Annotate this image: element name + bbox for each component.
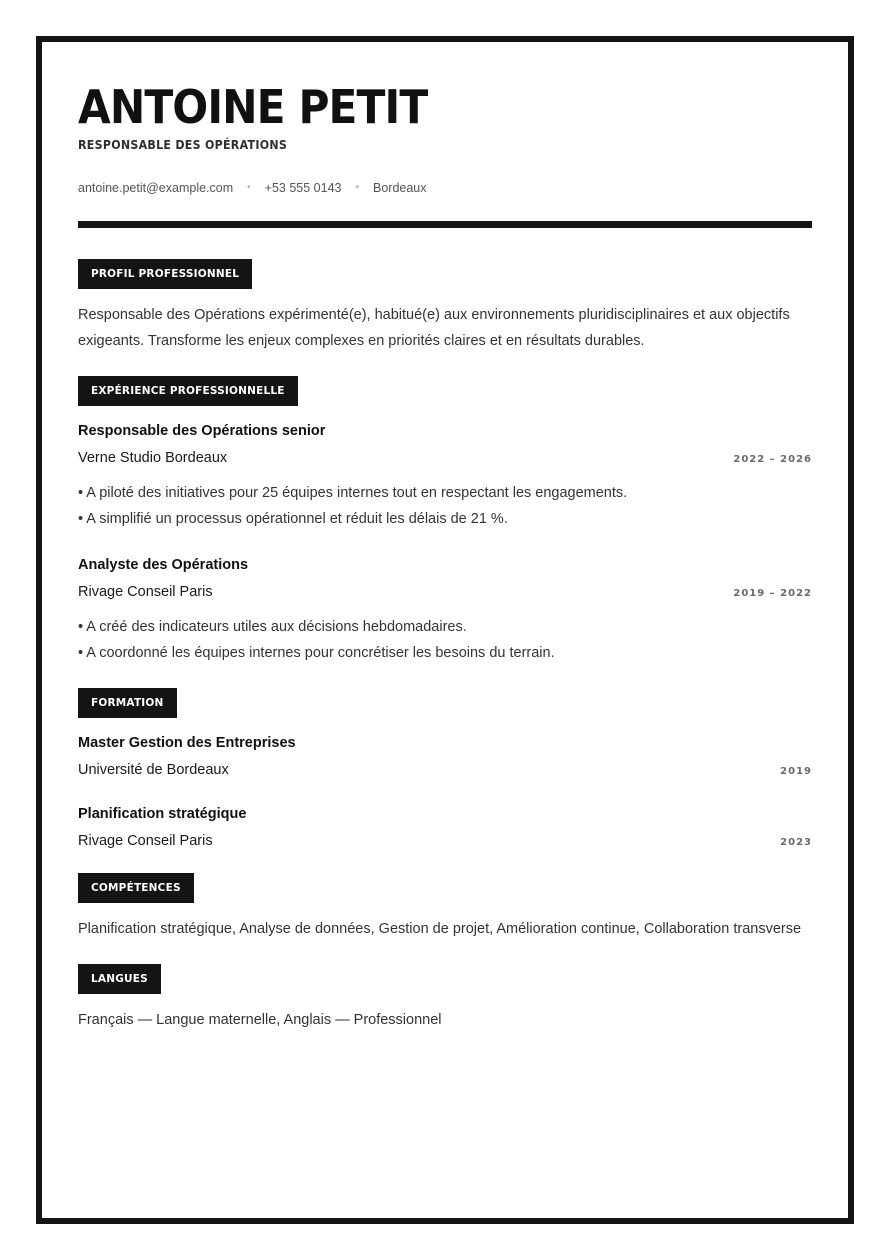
job-title: Analyste des Opérations bbox=[78, 556, 249, 573]
job-dates: 2022 – 2026 bbox=[733, 453, 812, 465]
contact-line bbox=[78, 181, 812, 195]
header-divider bbox=[78, 221, 812, 228]
profile-section bbox=[78, 259, 812, 354]
degree-title: Master Gestion des Entreprises bbox=[78, 734, 296, 751]
experience-section bbox=[78, 376, 812, 666]
job-bullets bbox=[78, 614, 812, 666]
job-bullets bbox=[78, 480, 812, 532]
job-bullet: • A créé des indicateurs utiles aux décisions hebdomadaires. bbox=[78, 618, 467, 635]
contact-city: Bordeaux bbox=[373, 180, 427, 195]
school-name: Rivage Conseil Paris bbox=[78, 832, 213, 849]
languages-text: Français — Langue maternelle, Anglais — Professionnel bbox=[78, 1011, 442, 1028]
section-label-education: FORMATION bbox=[78, 688, 177, 718]
contact-separator: • bbox=[355, 182, 359, 194]
school-name: Université de Bordeaux bbox=[78, 761, 229, 778]
profile-text: Responsable des Opérations expérimenté(e), habitué(e) aux environnements pluridisciplinaires et aux objectifs exigeants. Transforme les enjeux complexes en priorités claires et en résultats durables. bbox=[78, 306, 790, 349]
degree-title: Planification stratégique bbox=[78, 805, 247, 822]
experience-entry bbox=[78, 421, 812, 532]
job-company: Verne Studio Bordeaux bbox=[78, 449, 228, 466]
skills-text: Planification stratégique, Analyse de données, Gestion de projet, Amélioration continue, Collaboration transverse bbox=[78, 920, 802, 937]
job-bullet: • A simplifié un processus opérationnel et réduit les délais de 21 %. bbox=[78, 510, 508, 527]
job-company: Rivage Conseil Paris bbox=[78, 583, 213, 600]
section-label-profile: PROFIL PROFESSIONNEL bbox=[78, 259, 252, 289]
candidate-role: RESPONSABLE DES OPÉRATIONS bbox=[78, 137, 288, 152]
education-meta-row bbox=[78, 831, 812, 851]
candidate-name: ANTOINE PETIT bbox=[78, 80, 428, 134]
job-title: Responsable des Opérations senior bbox=[78, 422, 326, 439]
job-bullet: • A piloté des initiatives pour 25 équipes internes tout en respectant les engagements. bbox=[78, 484, 628, 501]
skills-section bbox=[78, 873, 812, 942]
contact-separator: • bbox=[247, 182, 251, 194]
resume-content bbox=[78, 78, 812, 1033]
resume-frame bbox=[36, 36, 854, 1224]
education-year: 2019 bbox=[780, 765, 812, 777]
experience-entry bbox=[78, 555, 812, 666]
education-entry bbox=[78, 733, 812, 780]
section-label-skills: COMPÉTENCES bbox=[78, 873, 194, 903]
languages-section bbox=[78, 964, 812, 1033]
section-label-experience: EXPÉRIENCE PROFESSIONNELLE bbox=[78, 376, 298, 406]
contact-phone[interactable]: +53 555 0143 bbox=[264, 180, 342, 195]
education-section bbox=[78, 688, 812, 851]
job-meta-row bbox=[78, 448, 812, 468]
education-year: 2023 bbox=[780, 836, 812, 848]
contact-email[interactable]: antoine.petit@example.com bbox=[78, 180, 234, 195]
education-meta-row bbox=[78, 760, 812, 780]
job-meta-row bbox=[78, 582, 812, 602]
education-entry bbox=[78, 804, 812, 851]
job-bullet: • A coordonné les équipes internes pour concrétiser les besoins du terrain. bbox=[78, 644, 555, 661]
section-label-languages: LANGUES bbox=[78, 964, 161, 994]
job-dates: 2019 – 2022 bbox=[733, 587, 812, 599]
